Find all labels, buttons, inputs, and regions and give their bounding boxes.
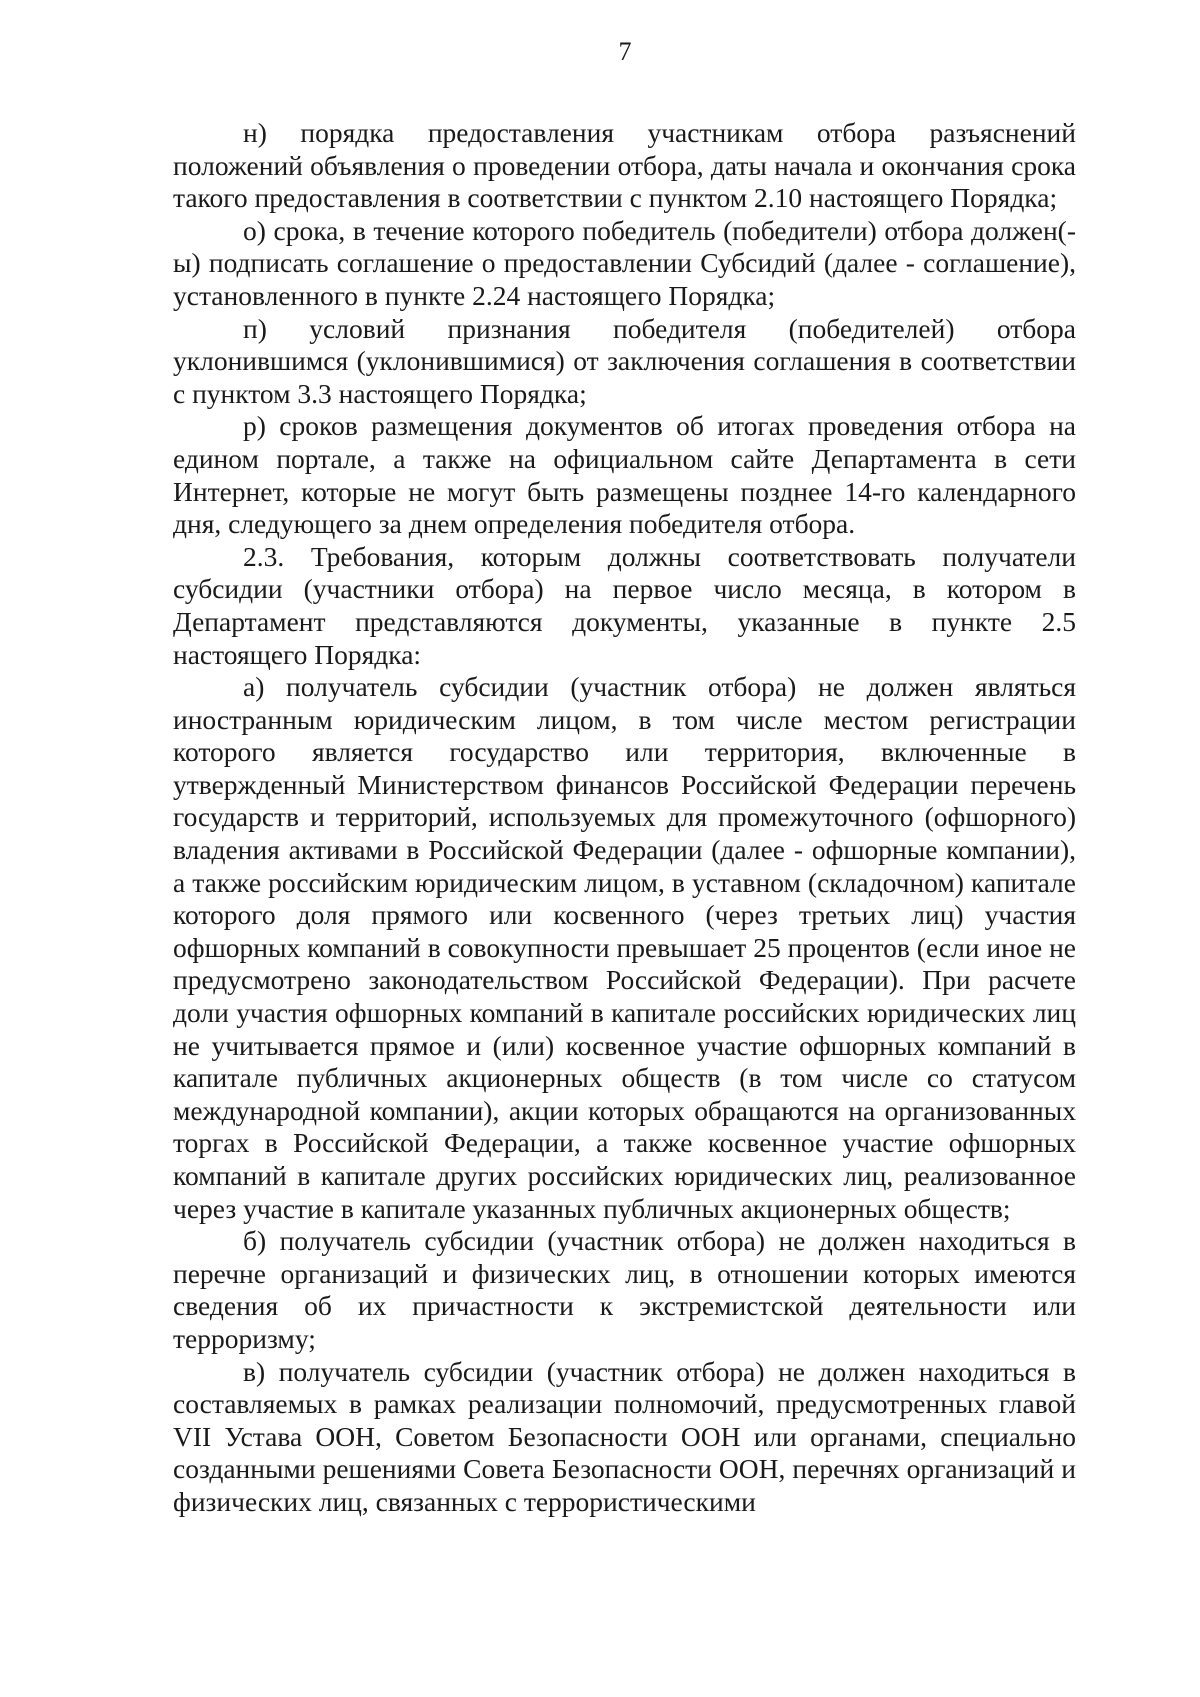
- paragraph-b: б) получатель субсидии (участник отбора) не должен находиться в перечне организаций и физических лиц, в отношении которых имеются сведения об их причастности к экстремистской деятельности или терроризму;: [173, 1225, 1076, 1354]
- paragraph-r: р) сроков размещения документов об итогах проведения отбора на едином портале, а также на официальном сайте Департамента в сети Интернет, которые не могут быть размещены позднее 14-го календарного дня, следующего за днем определения победителя отбора.: [173, 410, 1076, 540]
- document-body: [173, 117, 1076, 1519]
- paragraph-v: в) получатель субсидии (участник отбора) не должен находиться в составляемых в рамках реализации полномочий, предусмотренных главой VII Устава ООН, Советом Безопасности ООН или органами, специально созданными решениями Совета Безопасности ООН, перечнях организаций и физических лиц, связанных с террористическими: [173, 1355, 1076, 1517]
- paragraph-section-2-3: 2.3. Требования, которым должны соответствовать получатели субсидии (участники отбора) на первое число месяца, в котором в Департамент представляются документы, указанные в пункте 2.5 настоящего Порядка:: [173, 540, 1076, 670]
- paragraph-n: н) порядка предоставления участникам отбора разъяснений положений объявления о проведении отбора, даты начала и окончания срока такого предоставления в соответствии с пунктом 2.10 настоящего Порядка;: [173, 117, 1076, 214]
- paragraph-a: а) получатель субсидии (участник отбора) не должен являться иностранным юридическим лицом, в том числе местом регистрации которого является государство или территория, включенные в утвержденный Министерством финансов Российской Федерации перечень государств и территорий, используемых для промежуточного (офшорного) владения активами в Российской Федерации (далее - офшорные компании), а также российским юридическим лицом, в уставном (складочном) капитале которого доля прямого или косвенного (через третьих лиц) участия офшорных компаний в совокупности превышает 25 процентов (если иное не предусмотрено законодательством Российской Федерации). При расчете доли участия офшорных компаний в капитале российских юридических лиц не учитывается прямое и (или) косвенное участие офшорных компаний в капитале публичных акционерных обществ (в том числе со статусом международной компании), акции которых обращаются на организованных торгах в Российской Федерации, а также косвенное участие офшорных компаний в капитале других российских юридических лиц, реализованное через участие в капитале указанных публичных акционерных обществ;: [173, 671, 1076, 1224]
- paragraph-o: о) срока, в течение которого победитель (победители) отбора должен(-ы) подписать соглашение о предоставлении Субсидий (далее - соглашение), установленного в пункте 2.24 настоящего Порядка;: [173, 214, 1076, 311]
- paragraph-p: п) условий признания победителя (победителей) отбора уклонившимся (уклонившимися) от заключения соглашения в соответствии с пунктом 3.3 настоящего Порядка;: [173, 312, 1076, 409]
- page-number: 7: [618, 37, 632, 66]
